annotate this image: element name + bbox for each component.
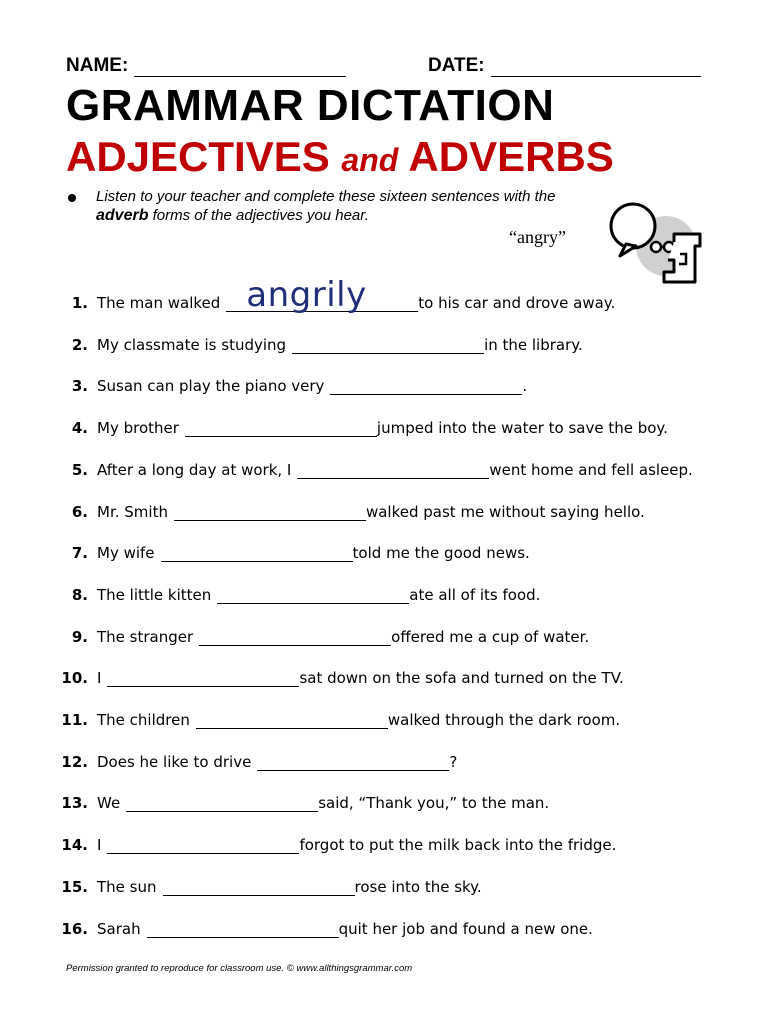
sentence-before: Susan can play the piano very — [97, 377, 325, 396]
sentence-row — [0, 622, 768, 652]
sentence-row — [0, 413, 768, 443]
sentence-row — [0, 872, 768, 902]
page-title: GRAMMAR DICTATION — [66, 81, 555, 130]
sentence-before: The little kitten — [97, 585, 212, 604]
sentence-number: 13. — [61, 794, 88, 813]
name-date-row — [66, 55, 706, 79]
date-label: DATE: — [428, 55, 485, 76]
subtitle-adjectives: ADJECTIVES — [66, 133, 330, 180]
answer-blank[interactable] — [257, 753, 449, 771]
bullet-point — [68, 194, 76, 202]
instructions — [96, 187, 556, 225]
sentence-after: walked past me without saying hello. — [365, 502, 645, 521]
answer-blank[interactable] — [126, 794, 318, 812]
sentence-row — [0, 788, 768, 818]
date-field — [428, 55, 701, 77]
sentence-row — [0, 538, 768, 568]
sentence-before: Does he like to drive — [97, 752, 252, 771]
answer-blank[interactable] — [174, 503, 366, 521]
sentence-before: The man walked — [97, 294, 221, 312]
sentence-number: 16. — [61, 919, 88, 938]
sentence-after: went home and fell asleep. — [489, 460, 693, 479]
sentence-after: forgot to put the milk back into the fridge. — [299, 836, 617, 855]
sentence-before: Sarah — [97, 919, 141, 938]
sentence-text — [97, 711, 620, 729]
sentence-text — [97, 336, 583, 354]
sentence-number: 1. — [71, 294, 88, 312]
sentence-before: I — [97, 836, 102, 855]
sentence-before: My classmate is studying — [97, 335, 287, 354]
sentence-after: quit her job and found a new one. — [338, 919, 593, 938]
sentence-text — [97, 878, 482, 896]
sentence-before: My brother — [97, 419, 179, 438]
subtitle-adverbs: ADVERBS — [408, 133, 614, 180]
name-field — [66, 55, 346, 77]
sentence-number: 14. — [61, 836, 88, 855]
sentence-row — [0, 275, 768, 318]
answer-text: angrily — [246, 275, 367, 315]
answer-blank[interactable] — [297, 461, 489, 479]
answer-blank[interactable] — [107, 836, 299, 854]
answer-blank[interactable] — [147, 920, 339, 938]
speech-bubble-person-icon — [606, 200, 706, 291]
sentence-number: 3. — [71, 377, 88, 396]
answer-blank[interactable] — [217, 586, 409, 604]
date-blank[interactable] — [491, 58, 701, 77]
subtitle-and: and — [341, 142, 399, 178]
sentence-row — [0, 455, 768, 485]
sentence-after: sat down on the sofa and turned on the TV. — [299, 669, 624, 688]
sentence-after: jumped into the water to save the boy. — [376, 419, 668, 438]
sentence-row — [0, 914, 768, 944]
name-label: NAME: — [66, 55, 129, 76]
sentence-number: 7. — [71, 544, 88, 563]
sentence-number: 5. — [71, 460, 88, 479]
sentence-text — [97, 920, 593, 938]
answer-blank[interactable] — [292, 336, 484, 354]
sentence-number: 10. — [61, 669, 88, 688]
sentence-before: My wife — [97, 544, 155, 563]
instructions-text-after: forms of the adjectives you hear. — [152, 207, 369, 224]
sentence-number: 11. — [61, 711, 88, 729]
sentence-text — [97, 628, 589, 646]
sentence-text — [97, 377, 527, 395]
sentence-text — [97, 544, 530, 562]
sentence-after: said, “Thank you,” to the man. — [318, 794, 550, 813]
sentence-before: Mr. Smith — [97, 502, 168, 521]
sentence-text — [97, 836, 616, 854]
answer-blank[interactable] — [185, 419, 377, 437]
instructions-text-before: Listen to your teacher and complete these sixteen sentences with the — [96, 188, 556, 205]
sentence-after: ate all of its food. — [409, 585, 541, 604]
sentence-row — [0, 330, 768, 360]
example-word: “angry” — [509, 227, 566, 247]
sentence-row — [0, 497, 768, 527]
sentence-text — [97, 461, 693, 479]
sentence-before: The children — [97, 711, 190, 729]
answer-blank[interactable] — [107, 669, 299, 687]
sentence-row — [0, 371, 768, 401]
sentence-before: After a long day at work, I — [97, 460, 292, 479]
sentence-after: to his car and drove away. — [418, 294, 616, 312]
footer-permission: Permission granted to reproduce for classroom use. © www.allthingsgrammar.com — [66, 963, 413, 974]
sentence-after: . — [522, 377, 528, 396]
sentence-after: rose into the sky. — [354, 877, 482, 896]
answer-blank[interactable] — [330, 377, 522, 395]
name-blank[interactable] — [134, 58, 346, 77]
sentence-after: in the library. — [484, 335, 583, 354]
sentence-number: 2. — [71, 335, 88, 354]
sentence-number: 9. — [71, 627, 88, 646]
sentence-text — [97, 419, 668, 437]
page-subtitle — [66, 132, 614, 185]
sentence-number: 6. — [71, 502, 88, 521]
instructions-emphasis: adverb — [96, 207, 149, 224]
answer-blank[interactable] — [199, 628, 391, 646]
sentence-row — [0, 747, 768, 777]
sentence-row — [0, 580, 768, 610]
sentence-before: The stranger — [97, 627, 194, 646]
sentence-text — [97, 794, 549, 812]
sentence-before: The sun — [97, 877, 157, 896]
sentence-number: 15. — [61, 877, 88, 896]
sentence-number: 4. — [71, 419, 88, 438]
answer-blank[interactable] — [226, 275, 418, 315]
sentence-after: ? — [449, 752, 458, 771]
sentence-text — [97, 503, 645, 521]
sentence-after: told me the good news. — [352, 544, 530, 563]
sentence-before: I — [97, 669, 102, 688]
answer-blank[interactable] — [161, 544, 353, 562]
sentence-text — [97, 753, 457, 771]
answer-blank[interactable] — [163, 878, 355, 896]
answer-blank[interactable] — [196, 711, 388, 729]
sentence-before: We — [97, 794, 121, 813]
sentence-text — [97, 586, 540, 604]
sentence-after: walked through the dark room. — [387, 711, 621, 729]
sentence-row — [0, 705, 768, 735]
sentence-text — [97, 669, 624, 687]
sentence-after: offered me a cup of water. — [391, 627, 590, 646]
sentence-row — [0, 830, 768, 860]
sentence-text — [97, 275, 616, 315]
sentence-number: 12. — [61, 752, 88, 771]
sentence-row — [0, 663, 768, 693]
sentence-number: 8. — [71, 585, 88, 604]
